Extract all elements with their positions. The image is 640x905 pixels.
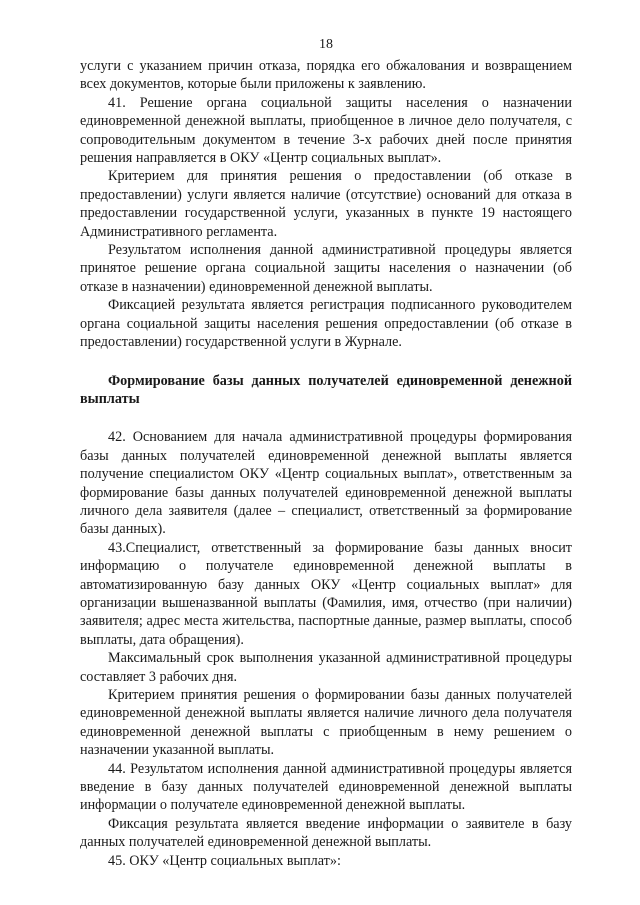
- paragraph-44: 44. Результатом исполнения данной административной процедуры является введение в базу данных получателей единовременной денежной выплаты информации о получателе единовременной денежной выплаты.: [80, 760, 572, 814]
- paragraph-42: 42. Основанием для начала административной процедуры формирования базы данных получателей единовременной денежной выплаты является получение специалистом ОКУ «Центр социальных выплат», ответственным за формирование базы данных получателей единовременной денежной выплаты личного дела заявителя (далее – специалист, ответственный за формирование базы данных).: [80, 429, 572, 538]
- paragraph-criterion: Критерием для принятия решения о предоставлении (об отказе в предоставлении) услуги является наличие (отсутствие) оснований для отказа в предоставлении государственной услуги, указанных в пункте 19 настоящего Административного регламента.: [80, 168, 572, 240]
- paragraph-continuation: услуги с указанием причин отказа, порядка его обжалования и возвращением всех документов, которые были приложены к заявлению.: [80, 58, 572, 93]
- document-page: [80, 36, 572, 870]
- paragraph-41: 41. Решение органа социальной защиты населения о назначении единовременной денежной выплаты, приобщенное в личное дело получателя, с сопроводительным документом в течение 3-х рабочих дней после принятия решения направляется в ОКУ «Центр социальных выплат».: [80, 94, 572, 167]
- paragraph-43: 43.Специалист, ответственный за формирование базы данных вносит информацию о получателе единовременной денежной выплаты в автоматизированную базу данных ОКУ «Центр социальных выплат» для организации вышеназванной выплаты (Фамилия, имя, отчество (при наличии) заявителя; адрес места жительства, паспортные данные, размер выплаты, способ выплаты, дата обращения).: [80, 539, 572, 648]
- paragraph-criterion-db: Критерием принятия решения о формировании базы данных получателей единовременной денежной выплаты является наличие личного дела получателя единовременной денежной выплаты с приобщенным в нему решением о назначении указанной выплаты.: [80, 687, 572, 759]
- section-heading: Формирование базы данных получателей единовременной денежной выплаты: [80, 372, 572, 407]
- paragraph-max-term: Максимальный срок выполнения указанной административной процедуры составляет 3 рабочих дня.: [80, 650, 572, 685]
- paragraph-fixation: Фиксацией результата является регистрация подписанного руководителем органа социальной защиты населения решения опредоставлении (об отказе в предоставлении) государственной услуги в Журнале.: [80, 297, 572, 351]
- paragraph-45: 45. ОКУ «Центр социальных выплат»:: [108, 852, 341, 869]
- page-number: 18: [319, 37, 333, 52]
- paragraph-fixation-db: Фиксация результата является введение информации о заявителе в базу данных получателей единовременной денежной выплаты.: [80, 815, 572, 851]
- paragraph-result: Результатом исполнения данной административной процедуры является принятое решение органа социальной защиты населения о назначении (об отказе в назначении) единовременной денежной выплаты.: [80, 242, 572, 295]
